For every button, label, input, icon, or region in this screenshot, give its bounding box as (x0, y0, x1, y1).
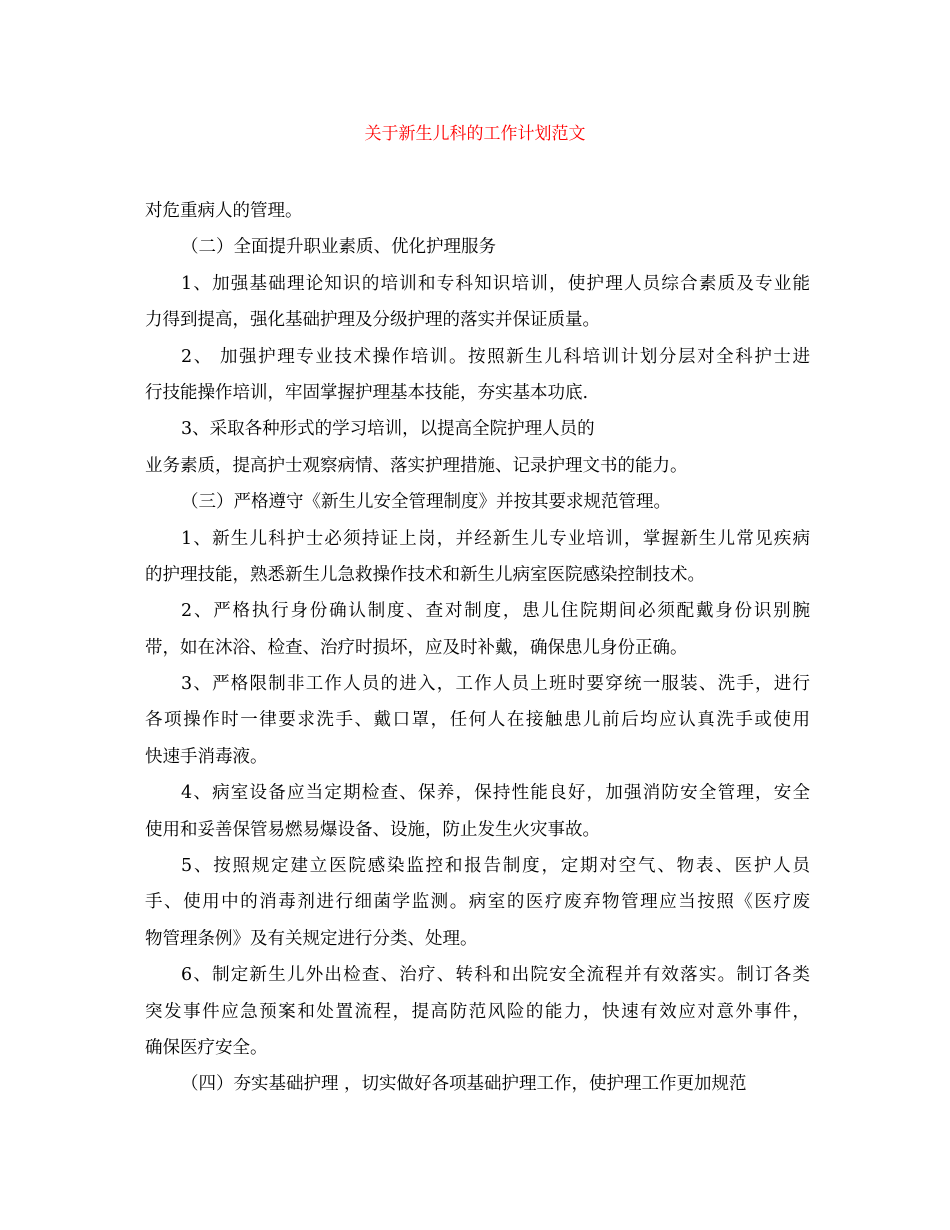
paragraph-line: 的护理技能，熟悉新生儿急救操作技术和新生儿病室医院感染控制技术。 (145, 564, 705, 585)
paragraph-line: 突发事件应急预案和处置流程，提高防范风险的能力，快速有效应对意外事件， (145, 1001, 810, 1022)
paragraph-line: 使用和妥善保管易燃易爆设备、设施，防止发生火灾事故。 (145, 819, 600, 840)
paragraph-line: 业务素质，提高护士观察病情、落实护理措施、记录护理文书的能力。 (145, 455, 688, 476)
paragraph-line: 力得到提高，强化基础护理及分级护理的落实并保证质量。 (145, 310, 600, 331)
paragraph-line: 带，如在沐浴、检查、治疗时损坏，应及时补戴，确保患儿身份正确。 (145, 637, 688, 658)
document-body (145, 193, 810, 1103)
paragraph-line: 确保医疗安全。 (145, 1037, 268, 1058)
paragraph-line: 2、严格执行身份确认制度、查对制度，患儿住院期间必须配戴身份识别腕 (181, 601, 810, 622)
paragraph-line: 对危重病人的管理。 (145, 201, 303, 221)
paragraph-line: 3、严格限制非工作人员的进入，工作人员上班时要穿统一服装、洗手，进行 (181, 674, 810, 695)
paragraph-line: 物管理条例》及有关规定进行分类、处理。 (145, 928, 478, 949)
paragraph-line: 6、制定新生儿外出检查、治疗、转科和出院安全流程并有效落实。制订各类 (181, 965, 810, 986)
paragraph-line: 1、加强基础理论知识的培训和专科知识培训，使护理人员综合素质及专业能 (181, 273, 810, 294)
paragraph-line: 2、 加强护理专业技术操作培训。按照新生儿科培训计划分层对全科护士进 (181, 346, 810, 367)
paragraph-line: 4、病室设备应当定期检查、保养，保持性能良好，加强消防安全管理，安全 (181, 783, 810, 804)
document-title: 关于新生儿科的工作计划范文 (364, 124, 586, 144)
paragraph-line: 3、采取各种形式的学习培训，以提高全院护理人员的 (181, 419, 595, 440)
paragraph-line: 各项操作时一律要求洗手、戴口罩，任何人在接触患儿前后均应认真洗手或使用 (145, 710, 810, 731)
section-heading: （四）夯实基础护理 ，切实做好各项基础护理工作，使护理工作更加规范 (181, 1074, 747, 1095)
section-heading: （三）严格遵守《新生儿安全管理制度》并按其要求规范管理。 (181, 492, 671, 513)
paragraph-line: 1、新生儿科护士必须持证上岗，并经新生儿专业培训，掌握新生儿常见疾病 (181, 528, 810, 549)
paragraph-line: 手、使用中的消毒剂进行细菌学监测。病室的医疗废弃物管理应当按照《医疗废 (145, 892, 810, 913)
paragraph-line: 行技能操作培训，牢固掌握护理基本技能，夯实基本功底. (145, 382, 589, 403)
paragraph-line: 快速手消毒液。 (145, 746, 268, 767)
section-heading: （二）全面提升职业素质、优化护理服务 (181, 237, 496, 258)
paragraph-line: 5、按照规定建立医院感染监控和报告制度，定期对空气、物表、医护人员 (181, 856, 810, 877)
